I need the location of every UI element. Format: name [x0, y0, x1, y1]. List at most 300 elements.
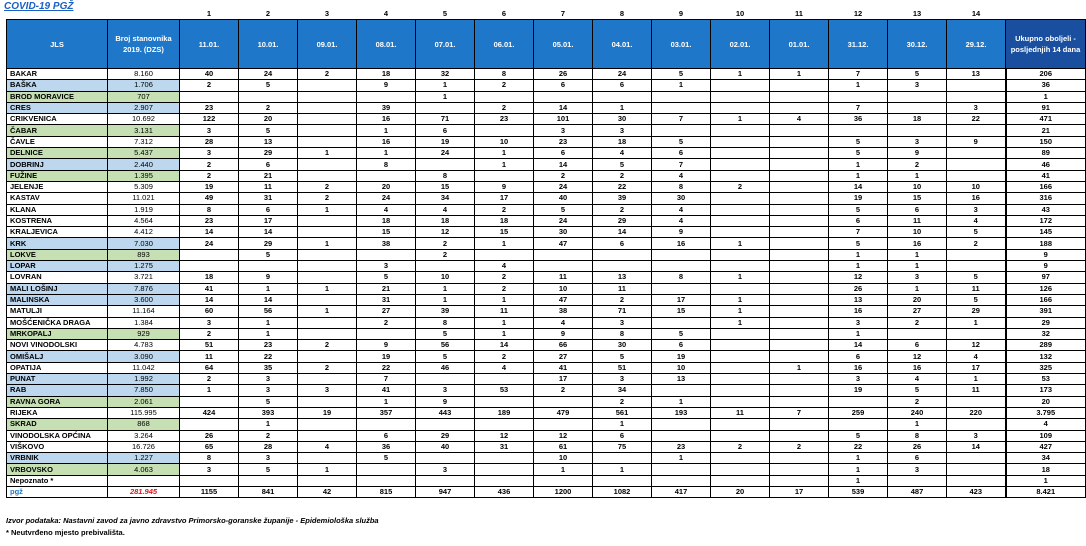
municipality-name: BAKAR — [7, 69, 108, 80]
case-count-cell: 3 — [298, 385, 357, 396]
case-count-cell: 7 — [652, 159, 711, 170]
case-count-cell: 1 — [180, 385, 239, 396]
case-count-cell: 1 — [829, 464, 888, 475]
case-count-cell — [947, 419, 1006, 430]
case-count-cell: 29 — [416, 430, 475, 441]
case-count-cell — [652, 249, 711, 260]
case-count-cell: 6 — [534, 80, 593, 91]
case-count-cell: 32 — [416, 69, 475, 80]
case-count-cell: 18 — [475, 215, 534, 226]
population-cell: 16.726 — [108, 441, 180, 452]
case-count-cell — [298, 419, 357, 430]
case-count-cell: 6 — [593, 430, 652, 441]
case-count-cell — [711, 261, 770, 272]
case-count-cell: 2 — [475, 351, 534, 362]
case-count-cell: 6 — [239, 204, 298, 215]
case-count-cell: 1 — [298, 148, 357, 159]
case-count-cell — [770, 385, 829, 396]
case-count-cell: 6 — [357, 430, 416, 441]
municipality-name: RAVNA GORA — [7, 396, 108, 407]
case-count-cell: 8 — [593, 328, 652, 339]
case-count-cell — [947, 464, 1006, 475]
municipality-name: MOŠĆENIČKA DRAGA — [7, 317, 108, 328]
case-count-cell: 6 — [888, 453, 947, 464]
total-cell: 89 — [1006, 148, 1086, 159]
case-count-cell: 1 — [888, 170, 947, 181]
case-count-cell — [593, 475, 652, 486]
case-count-cell — [239, 91, 298, 102]
totals-day-cell: 17 — [770, 486, 829, 497]
case-count-cell: 14 — [239, 294, 298, 305]
case-count-cell: 18 — [888, 114, 947, 125]
case-count-cell: 24 — [534, 181, 593, 192]
case-count-cell: 1 — [711, 69, 770, 80]
case-count-cell: 1 — [888, 283, 947, 294]
case-count-cell — [711, 148, 770, 159]
case-count-cell: 13 — [593, 272, 652, 283]
case-count-cell: 2 — [593, 204, 652, 215]
case-count-cell — [416, 453, 475, 464]
case-count-cell — [711, 159, 770, 170]
case-count-cell — [888, 328, 947, 339]
case-count-cell: 66 — [534, 340, 593, 351]
case-count-cell — [711, 374, 770, 385]
spacer-cell — [108, 9, 180, 20]
table-row — [7, 170, 1086, 181]
case-count-cell: 4 — [475, 261, 534, 272]
case-count-cell: 5 — [239, 80, 298, 91]
municipality-name: MALI LOŠINJ — [7, 283, 108, 294]
case-count-cell — [534, 396, 593, 407]
case-count-cell: 61 — [534, 441, 593, 452]
case-count-cell: 24 — [357, 193, 416, 204]
case-count-cell — [770, 80, 829, 91]
case-count-cell: 20 — [239, 114, 298, 125]
case-count-cell — [180, 419, 239, 430]
case-count-cell — [357, 249, 416, 260]
spacer-cell — [7, 9, 108, 20]
case-count-cell: 31 — [475, 441, 534, 452]
case-count-cell — [947, 249, 1006, 260]
case-count-cell — [357, 475, 416, 486]
header-total: Ukupno oboljeli - posljednjih 14 dana — [1006, 20, 1086, 69]
case-count-cell: 8 — [180, 204, 239, 215]
case-count-cell — [770, 317, 829, 328]
case-count-cell: 2 — [180, 374, 239, 385]
case-count-cell: 5 — [888, 69, 947, 80]
column-number: 5 — [442, 9, 448, 18]
case-count-cell: 2 — [298, 193, 357, 204]
case-count-cell — [770, 396, 829, 407]
totals-day-cell: 1155 — [180, 486, 239, 497]
case-count-cell: 20 — [357, 181, 416, 192]
case-count-cell: 5 — [239, 125, 298, 136]
case-count-cell: 5 — [534, 204, 593, 215]
population-cell: 5.437 — [108, 148, 180, 159]
case-count-cell — [711, 351, 770, 362]
case-count-cell: 1 — [534, 464, 593, 475]
case-count-cell — [711, 193, 770, 204]
case-count-cell: 16 — [947, 193, 1006, 204]
case-count-cell: 75 — [593, 441, 652, 452]
table-row — [7, 306, 1086, 317]
total-cell: 97 — [1006, 272, 1086, 283]
case-count-cell — [298, 215, 357, 226]
case-count-cell: 34 — [593, 385, 652, 396]
case-count-cell — [298, 475, 357, 486]
case-count-cell — [888, 91, 947, 102]
case-count-cell: 16 — [357, 114, 416, 125]
case-count-cell: 1 — [829, 453, 888, 464]
case-count-cell: 71 — [416, 114, 475, 125]
total-cell: 46 — [1006, 159, 1086, 170]
municipality-name: LOVRAN — [7, 272, 108, 283]
municipality-name: PUNAT — [7, 374, 108, 385]
case-count-cell: 1 — [711, 317, 770, 328]
case-count-cell: 1 — [416, 91, 475, 102]
case-count-cell: 5 — [652, 136, 711, 147]
table-row — [7, 148, 1086, 159]
case-count-cell: 38 — [534, 306, 593, 317]
table-row — [7, 317, 1086, 328]
population-cell: 115.995 — [108, 407, 180, 418]
case-count-cell: 424 — [180, 407, 239, 418]
case-count-cell: 28 — [239, 441, 298, 452]
case-count-cell: 6 — [652, 340, 711, 351]
case-count-cell: 22 — [947, 114, 1006, 125]
case-count-cell — [711, 396, 770, 407]
case-count-cell: 1 — [357, 396, 416, 407]
population-cell: 2.061 — [108, 396, 180, 407]
header-date: 02.01. — [711, 20, 770, 69]
case-count-cell: 5 — [652, 328, 711, 339]
case-count-cell — [770, 340, 829, 351]
population-cell: 1.706 — [108, 80, 180, 91]
case-count-cell: 5 — [357, 453, 416, 464]
case-count-cell: 34 — [416, 193, 475, 204]
case-count-cell: 2 — [475, 102, 534, 113]
municipality-name: KASTAV — [7, 193, 108, 204]
case-count-cell — [888, 475, 947, 486]
header-date: 09.01. — [298, 20, 357, 69]
case-count-cell: 2 — [593, 396, 652, 407]
table-row — [7, 181, 1086, 192]
table-row — [7, 69, 1086, 80]
case-count-cell: 27 — [357, 306, 416, 317]
case-count-cell: 3 — [416, 464, 475, 475]
case-count-cell: 259 — [829, 407, 888, 418]
header-date: 05.01. — [534, 20, 593, 69]
case-count-cell: 3 — [829, 374, 888, 385]
municipality-name: VINODOLSKA OPĆINA — [7, 430, 108, 441]
case-count-cell: 5 — [829, 204, 888, 215]
case-count-cell — [711, 283, 770, 294]
case-count-cell: 26 — [829, 283, 888, 294]
case-count-cell: 65 — [180, 441, 239, 452]
totals-day-cell: 417 — [652, 486, 711, 497]
case-count-cell: 1 — [829, 475, 888, 486]
case-count-cell: 17 — [947, 362, 1006, 373]
municipality-name: NOVI VINODOLSKI — [7, 340, 108, 351]
case-count-cell: 10 — [475, 136, 534, 147]
case-count-cell — [416, 261, 475, 272]
totals-day-cell: 436 — [475, 486, 534, 497]
covid-cases-table — [6, 9, 1086, 498]
case-count-cell: 30 — [534, 227, 593, 238]
case-count-cell: 40 — [416, 441, 475, 452]
case-count-cell: 2 — [711, 441, 770, 452]
case-count-cell: 15 — [475, 227, 534, 238]
header-date: 29.12. — [947, 20, 1006, 69]
case-count-cell: 41 — [357, 385, 416, 396]
case-count-cell: 26 — [180, 430, 239, 441]
case-count-cell — [711, 227, 770, 238]
column-number: 12 — [853, 9, 863, 18]
municipality-name: VIŠKOVO — [7, 441, 108, 452]
case-count-cell — [947, 91, 1006, 102]
case-count-cell: 3 — [947, 102, 1006, 113]
case-count-cell: 2 — [180, 170, 239, 181]
case-count-cell: 3 — [357, 261, 416, 272]
population-cell: 893 — [108, 249, 180, 260]
table-row — [7, 91, 1086, 102]
case-count-cell: 9 — [239, 272, 298, 283]
case-count-cell: 14 — [829, 181, 888, 192]
case-count-cell — [947, 475, 1006, 486]
case-count-cell: 1 — [711, 114, 770, 125]
case-count-cell: 1 — [416, 80, 475, 91]
case-count-cell: 1 — [475, 294, 534, 305]
municipality-name: OPATIJA — [7, 362, 108, 373]
case-count-cell — [711, 204, 770, 215]
column-number: 8 — [619, 9, 625, 18]
case-count-cell — [770, 475, 829, 486]
municipality-name: SKRAD — [7, 419, 108, 430]
totals-day-cell: 841 — [239, 486, 298, 497]
case-count-cell: 26 — [888, 441, 947, 452]
case-count-cell — [416, 159, 475, 170]
case-count-cell — [534, 475, 593, 486]
case-count-cell: 3 — [534, 125, 593, 136]
case-count-cell — [298, 396, 357, 407]
municipality-name: MALINSKA — [7, 294, 108, 305]
case-count-cell: 8 — [652, 272, 711, 283]
case-count-cell: 12 — [947, 340, 1006, 351]
column-number: 1 — [206, 9, 212, 18]
population-cell — [108, 475, 180, 486]
population-cell: 10.692 — [108, 114, 180, 125]
table-row — [7, 453, 1086, 464]
case-count-cell — [947, 80, 1006, 91]
table-row — [7, 328, 1086, 339]
municipality-name: KRK — [7, 238, 108, 249]
case-count-cell: 39 — [416, 306, 475, 317]
population-cell: 3.721 — [108, 272, 180, 283]
table-row — [7, 102, 1086, 113]
case-count-cell: 19 — [652, 351, 711, 362]
case-count-cell: 36 — [829, 114, 888, 125]
case-count-cell: 13 — [239, 136, 298, 147]
table-row — [7, 407, 1086, 418]
case-count-cell: 4 — [770, 114, 829, 125]
case-count-cell: 8 — [416, 317, 475, 328]
case-count-cell: 9 — [416, 396, 475, 407]
header-row — [7, 20, 1086, 69]
municipality-name: DOBRINJ — [7, 159, 108, 170]
case-count-cell: 1 — [652, 80, 711, 91]
case-count-cell: 16 — [652, 238, 711, 249]
case-count-cell: 9 — [534, 328, 593, 339]
case-count-cell: 21 — [239, 170, 298, 181]
population-cell: 4.783 — [108, 340, 180, 351]
population-cell: 7.312 — [108, 136, 180, 147]
case-count-cell — [298, 272, 357, 283]
case-count-cell — [534, 91, 593, 102]
case-count-cell — [652, 317, 711, 328]
case-count-cell: 1 — [593, 102, 652, 113]
case-count-cell — [534, 261, 593, 272]
case-count-cell: 16 — [357, 136, 416, 147]
case-count-cell: 2 — [416, 249, 475, 260]
totals-day-cell: 20 — [711, 486, 770, 497]
case-count-cell: 5 — [239, 396, 298, 407]
case-count-cell — [652, 102, 711, 113]
total-cell: 173 — [1006, 385, 1086, 396]
case-count-cell: 2 — [888, 396, 947, 407]
case-count-cell: 5 — [357, 272, 416, 283]
case-count-cell: 12 — [475, 430, 534, 441]
table-row — [7, 374, 1086, 385]
case-count-cell: 2 — [593, 170, 652, 181]
case-count-cell: 4 — [298, 441, 357, 452]
population-cell: 7.850 — [108, 385, 180, 396]
case-count-cell: 3 — [593, 374, 652, 385]
table-row — [7, 238, 1086, 249]
case-count-cell: 14 — [239, 227, 298, 238]
case-count-cell: 6 — [888, 340, 947, 351]
case-count-cell: 1 — [711, 238, 770, 249]
case-count-cell: 9 — [357, 340, 416, 351]
case-count-cell: 13 — [829, 294, 888, 305]
case-count-cell — [298, 91, 357, 102]
case-count-cell: 1 — [829, 261, 888, 272]
case-count-cell: 6 — [534, 148, 593, 159]
case-count-cell: 17 — [534, 374, 593, 385]
case-count-cell: 11 — [239, 181, 298, 192]
case-count-cell: 5 — [947, 227, 1006, 238]
header-population: Broj stanovnika 2019. (DZS) — [108, 20, 180, 69]
case-count-cell — [475, 396, 534, 407]
case-count-cell — [298, 114, 357, 125]
case-count-cell — [770, 261, 829, 272]
municipality-name: BAŠKA — [7, 80, 108, 91]
case-count-cell — [770, 125, 829, 136]
case-count-cell: 10 — [888, 181, 947, 192]
case-count-cell: 1 — [652, 396, 711, 407]
case-count-cell — [711, 136, 770, 147]
case-count-cell — [770, 193, 829, 204]
table-row — [7, 136, 1086, 147]
municipality-name: VRBOVSKO — [7, 464, 108, 475]
total-cell: 145 — [1006, 227, 1086, 238]
case-count-cell: 6 — [829, 215, 888, 226]
case-count-cell: 1 — [829, 170, 888, 181]
table-row — [7, 362, 1086, 373]
case-count-cell: 3 — [239, 385, 298, 396]
case-count-cell: 4 — [357, 204, 416, 215]
case-count-cell: 29 — [239, 148, 298, 159]
case-count-cell: 1 — [711, 294, 770, 305]
case-count-cell: 1 — [298, 283, 357, 294]
case-count-cell: 10 — [416, 272, 475, 283]
total-cell: 206 — [1006, 69, 1086, 80]
population-cell: 1.227 — [108, 453, 180, 464]
column-number: 13 — [912, 9, 922, 18]
case-count-cell: 5 — [239, 464, 298, 475]
source-note: Izvor podataka: Nastavni zavod za javno zdravstvo Primorsko-goranske županije - Epidemiološka služba — [6, 516, 379, 525]
case-count-cell: 1 — [357, 148, 416, 159]
case-count-cell: 35 — [239, 362, 298, 373]
case-count-cell: 8 — [357, 159, 416, 170]
case-count-cell — [180, 261, 239, 272]
case-count-cell: 13 — [652, 374, 711, 385]
case-count-cell: 11 — [475, 306, 534, 317]
totals-day-cell: 1082 — [593, 486, 652, 497]
case-count-cell — [770, 419, 829, 430]
case-count-cell: 1 — [770, 69, 829, 80]
case-count-cell: 2 — [770, 441, 829, 452]
case-count-cell: 4 — [593, 148, 652, 159]
case-count-cell — [475, 125, 534, 136]
case-count-cell — [298, 136, 357, 147]
municipality-name: DELNICE — [7, 148, 108, 159]
case-count-cell: 23 — [652, 441, 711, 452]
case-count-cell: 11 — [180, 351, 239, 362]
case-count-cell: 2 — [357, 317, 416, 328]
case-count-cell: 49 — [180, 193, 239, 204]
case-count-cell: 2 — [888, 159, 947, 170]
case-count-cell: 1 — [239, 328, 298, 339]
header-date: 08.01. — [357, 20, 416, 69]
case-count-cell: 19 — [416, 136, 475, 147]
municipality-name: OMIŠALJ — [7, 351, 108, 362]
total-cell: 36 — [1006, 80, 1086, 91]
municipality-name: MATULJI — [7, 306, 108, 317]
total-cell: 1 — [1006, 475, 1086, 486]
case-count-cell: 31 — [239, 193, 298, 204]
municipality-name: MRKOPALJ — [7, 328, 108, 339]
case-count-cell: 443 — [416, 407, 475, 418]
case-count-cell: 23 — [180, 102, 239, 113]
municipality-name: VRBNIK — [7, 453, 108, 464]
column-number: 4 — [383, 9, 389, 18]
table-row — [7, 294, 1086, 305]
header-date: 04.01. — [593, 20, 652, 69]
total-cell: 34 — [1006, 453, 1086, 464]
case-count-cell — [298, 374, 357, 385]
totals-label: pgž — [7, 486, 108, 497]
case-count-cell: 18 — [357, 69, 416, 80]
table-row — [7, 215, 1086, 226]
case-count-cell: 2 — [180, 328, 239, 339]
case-count-cell: 122 — [180, 114, 239, 125]
case-count-cell: 24 — [416, 148, 475, 159]
case-count-cell — [770, 306, 829, 317]
case-count-cell: 18 — [357, 215, 416, 226]
case-count-cell: 19 — [829, 193, 888, 204]
case-count-cell: 1 — [298, 464, 357, 475]
column-number: 3 — [324, 9, 330, 18]
